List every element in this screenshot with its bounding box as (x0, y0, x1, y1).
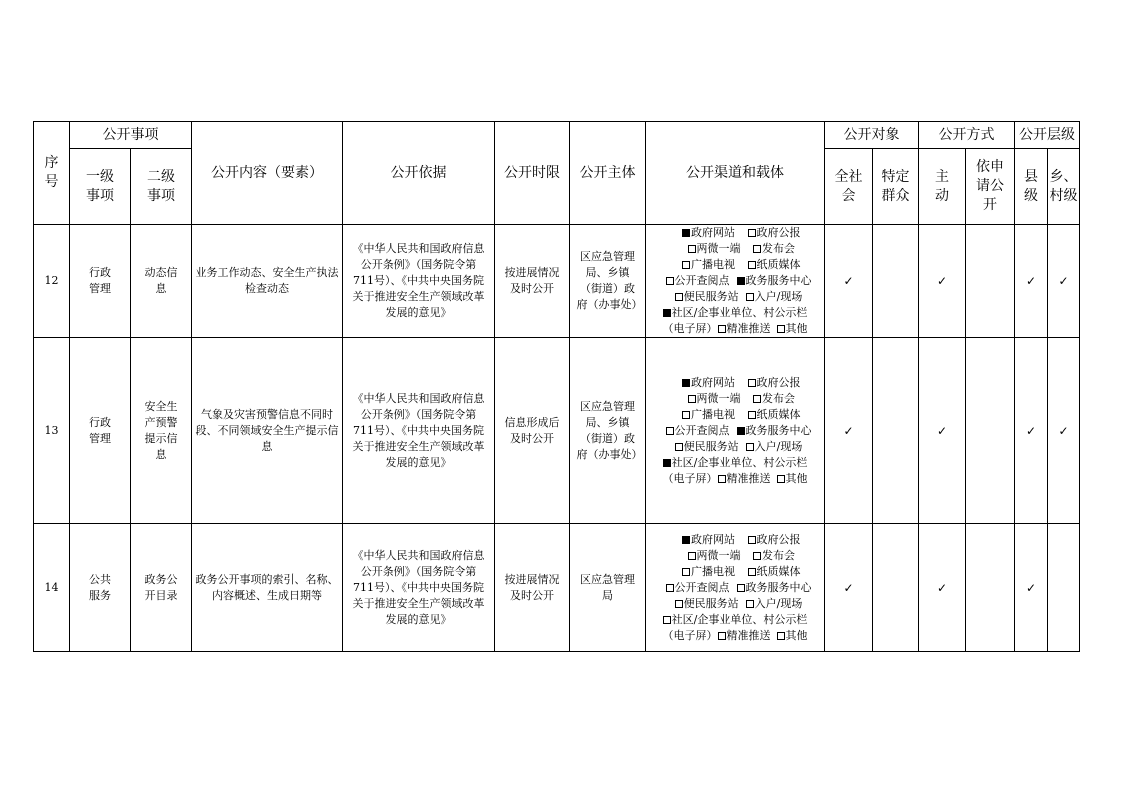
header-method-active-label: 主动 (935, 168, 949, 204)
channel-item-gazette (748, 532, 801, 548)
channel-checkbox (748, 379, 756, 387)
header-subject: 公开主体 (570, 122, 646, 225)
channel-line (646, 407, 824, 423)
channel-item-press (753, 241, 795, 257)
channel-label: 政务服务中心 (745, 580, 812, 594)
channel-item-gov_site (670, 375, 748, 391)
header-seq (34, 122, 70, 225)
channel-label: 便民服务站 (683, 290, 739, 303)
channel-item-two_micro (675, 548, 753, 564)
cell-method-active: ✓ (919, 225, 966, 338)
cell-audience-all: ✓ (825, 524, 873, 652)
channel-line (646, 548, 824, 564)
channel-checkbox (737, 427, 745, 435)
channel-line (646, 455, 824, 471)
channel-item-reading_point (659, 273, 737, 289)
channel-label: 社区/企事业单位、村公示栏 (671, 612, 808, 626)
cell-basis (343, 524, 495, 652)
cell-method-apply (966, 338, 1015, 524)
cell-level-town: ✓ (1048, 338, 1080, 524)
cell-basis-text: 《中华人民共和国政府信息公开条例》（国务院令第711号）、《中共中央国务院关于推进安全生产领域改革发展的意见》 (352, 548, 485, 626)
channel-line (646, 257, 824, 273)
channel-label: 纸质媒体 (756, 258, 801, 271)
table-row (34, 338, 1080, 524)
channel-line (646, 225, 824, 241)
channel-checkbox (748, 536, 756, 544)
channel-line (646, 273, 824, 289)
channel-item-door (746, 439, 803, 455)
cell-channels (646, 225, 825, 338)
channel-label: 其他 (785, 471, 808, 485)
channel-label: 入户/现场 (754, 596, 803, 610)
channel-checkbox (753, 245, 761, 253)
channel-item-other (777, 628, 808, 644)
channel-checkbox (777, 475, 785, 483)
header-level-county-label: 县级 (1024, 168, 1038, 204)
cell-subject-text: 区应急管理局 (580, 572, 635, 602)
header-audience-all-label: 全社会 (834, 168, 863, 204)
header-audience-specific-label: 特定群众 (881, 168, 910, 204)
cell-seq: 13 (34, 338, 70, 524)
channel-label: 社区/企事业单位、村公示栏 (671, 455, 808, 469)
channel-checkbox (748, 568, 756, 576)
channel-label: 政府公报 (756, 226, 801, 239)
channel-label: 其他 (785, 628, 808, 642)
channel-item-push (718, 628, 771, 644)
header-level2 (131, 149, 192, 225)
channel-label: 发布会 (762, 242, 795, 255)
channel-label: 精准推送 (726, 628, 771, 642)
header-level2-label: 二级事项 (147, 168, 175, 204)
cell-audience-all: ✓ (825, 338, 873, 524)
header-content: 公开内容（要素） (192, 122, 343, 225)
header-level1 (70, 149, 131, 225)
header-level1-label: 一级事项 (86, 168, 114, 204)
channel-item-service_station (668, 439, 746, 455)
cell-subject (570, 524, 646, 652)
cell-level2-text: 政务公开目录 (144, 572, 178, 602)
channel-line (646, 564, 824, 580)
channel-checkbox (737, 584, 745, 592)
cell-level2 (131, 524, 192, 652)
channel-checkbox (737, 277, 745, 285)
cell-level-town (1048, 524, 1080, 652)
channel-label: 精准推送 (726, 322, 771, 335)
channel-line (646, 580, 824, 596)
channel-checkbox (748, 261, 756, 269)
channel-item-service_center (737, 423, 812, 439)
channel-label: 便民服务站 (683, 439, 739, 453)
cell-subject-text: 区应急管理局、乡镇（街道）政府（办事处） (576, 250, 643, 311)
channel-label: 广播电视 (691, 407, 735, 421)
header-audience-specific (873, 149, 919, 225)
header-basis: 公开依据 (343, 122, 495, 225)
channel-label: 发布会 (762, 548, 795, 562)
channel-checkbox (753, 552, 761, 560)
cell-level1-text: 行政管理 (89, 266, 111, 295)
channel-line (646, 305, 824, 321)
header-level-county (1015, 149, 1048, 225)
cell-method-active: ✓ (919, 338, 966, 524)
channel-label: 纸质媒体 (756, 407, 801, 421)
channel-item-community (663, 455, 808, 471)
channel-label: 两微一端 (696, 242, 741, 255)
cell-subject (570, 225, 646, 338)
channel-label: 纸质媒体 (756, 564, 801, 578)
channel-checkbox (746, 293, 754, 301)
channel-line (646, 439, 824, 455)
cell-level2-text: 安全生产预警提示信息 (144, 399, 178, 461)
channel-checkbox (682, 229, 690, 237)
channel-checkbox (682, 536, 690, 544)
header-level-town-label: 乡、村级 (1049, 168, 1078, 204)
cell-content: 政务公开事项的索引、名称、内容概述、生成日期等 (192, 524, 343, 652)
header-method-apply-label: 依申请公开 (976, 159, 1004, 213)
cell-seq: 12 (34, 225, 70, 338)
channel-checkbox (666, 427, 674, 435)
cell-time-limit-text: 按进展情况及时公开 (504, 572, 560, 602)
channel-label: 其他 (785, 322, 808, 335)
cell-content: 业务工作动态、安全生产执法检查动态 (192, 225, 343, 338)
cell-method-apply (966, 225, 1015, 338)
cell-level1 (70, 338, 131, 524)
header-method-group: 公开方式 (919, 122, 1015, 149)
channel-checkbox (666, 584, 674, 592)
channel-label: 广播电视 (691, 564, 735, 578)
cell-basis (343, 338, 495, 524)
cell-level-county: ✓ (1015, 338, 1048, 524)
channel-checkbox (682, 411, 690, 419)
cell-basis-text: 《中华人民共和国政府信息公开条例》（国务院令第711号）、《中共中央国务院关于推进安全生产领域改革发展的意见》 (352, 242, 485, 319)
channel-checkbox (777, 325, 785, 333)
channel-checkbox (663, 616, 671, 624)
cell-method-active: ✓ (919, 524, 966, 652)
channel-checkbox (718, 325, 726, 333)
header-level-town (1048, 149, 1080, 225)
channel-item-two_micro (675, 391, 753, 407)
channel-checkbox (688, 245, 696, 253)
cell-basis-text: 《中华人民共和国政府信息公开条例》（国务院令第711号）、《中共中央国务院关于推进安全生产领域改革发展的意见》 (352, 391, 485, 469)
channel-line (646, 596, 824, 612)
channel-label: 精准推送 (726, 471, 771, 485)
cell-time-limit (495, 338, 570, 524)
channel-item-service_center (737, 273, 812, 289)
channel-label: 社区/企事业单位、村公示栏 (671, 306, 808, 319)
cell-method-apply (966, 524, 1015, 652)
cell-time-limit-text: 按进展情况及时公开 (504, 266, 560, 295)
cell-channels (646, 338, 825, 524)
channel-checkbox (753, 395, 761, 403)
channel-item-gov_site (670, 532, 748, 548)
cell-level1 (70, 524, 131, 652)
channel-label: 两微一端 (696, 391, 741, 405)
channel-item-reading_point (659, 423, 737, 439)
cell-level-county: ✓ (1015, 524, 1048, 652)
cell-time-limit-text: 信息形成后及时公开 (504, 415, 560, 445)
channel-checkbox (675, 600, 683, 608)
header-level-group: 公开层级 (1015, 122, 1080, 149)
cell-level2 (131, 338, 192, 524)
cell-channels (646, 524, 825, 652)
channel-checkbox (748, 411, 756, 419)
table-row (34, 225, 1080, 338)
channel-checkbox (748, 229, 756, 237)
channel-line (646, 241, 824, 257)
channel-label: 政务服务中心 (745, 423, 812, 437)
channel-screen-label: （电子屏） (662, 322, 718, 335)
channel-label: 广播电视 (691, 258, 735, 271)
channel-label: 两微一端 (696, 548, 741, 562)
header-time-limit: 公开时限 (495, 122, 570, 225)
cell-level-town: ✓ (1048, 225, 1080, 338)
channel-label: 公开查阅点 (674, 274, 730, 287)
channel-label: 政府网站 (691, 375, 735, 389)
header-seq-label: 序号 (44, 155, 59, 190)
channel-line (646, 532, 824, 548)
table-row (34, 524, 1080, 652)
channel-checkbox (718, 475, 726, 483)
cell-audience-specific (873, 524, 919, 652)
channel-item-other (777, 321, 808, 337)
channel-item-service_station (668, 289, 746, 305)
cell-subject (570, 338, 646, 524)
channel-line (646, 471, 824, 487)
channel-label: 公开查阅点 (674, 580, 730, 594)
channel-checkbox (682, 261, 690, 269)
cell-time-limit (495, 524, 570, 652)
channel-label: 政府公报 (756, 532, 801, 546)
channel-label: 政府网站 (691, 226, 735, 239)
channel-line (646, 391, 824, 407)
channel-checkbox (777, 632, 785, 640)
channel-item-community (663, 305, 808, 321)
channel-item-door (746, 596, 803, 612)
channel-item-press (753, 548, 795, 564)
channel-item-paper (748, 407, 801, 423)
channel-checkbox (682, 379, 690, 387)
channel-line (646, 423, 824, 439)
disclosure-table (33, 121, 1080, 652)
cell-audience-specific (873, 225, 919, 338)
channel-item-door (746, 289, 803, 305)
channel-item-broadcast (670, 407, 748, 423)
cell-level2-text: 动态信息 (144, 266, 178, 295)
header-audience-all (825, 149, 873, 225)
channel-item-push (718, 321, 771, 337)
cell-audience-specific (873, 338, 919, 524)
cell-level1-text: 公共服务 (89, 572, 111, 602)
header-matter-group: 公开事项 (70, 122, 192, 149)
channel-item-paper (748, 257, 801, 273)
cell-level2 (131, 225, 192, 338)
channel-label: 入户/现场 (754, 439, 803, 453)
channel-item-gov_site (670, 225, 748, 241)
channel-screen-label: （电子屏） (662, 471, 718, 485)
channel-checkbox (746, 600, 754, 608)
channel-checkbox (746, 443, 754, 451)
channel-checkbox (666, 277, 674, 285)
cell-level1-text: 行政管理 (89, 415, 111, 445)
channel-item-paper (748, 564, 801, 580)
channel-checkbox (688, 395, 696, 403)
channel-checkbox (688, 552, 696, 560)
channel-item-service_center (737, 580, 812, 596)
header-channels: 公开渠道和载体 (646, 122, 825, 225)
channel-item-reading_point (659, 580, 737, 596)
cell-level-county: ✓ (1015, 225, 1048, 338)
cell-time-limit (495, 225, 570, 338)
channel-line (646, 289, 824, 305)
channel-label: 入户/现场 (754, 290, 803, 303)
channel-item-service_station (668, 596, 746, 612)
channel-line (646, 612, 824, 628)
channel-label: 公开查阅点 (674, 423, 730, 437)
channel-item-two_micro (675, 241, 753, 257)
channel-checkbox (682, 568, 690, 576)
channel-checkbox (675, 443, 683, 451)
header-method-active (919, 149, 966, 225)
cell-subject-text: 区应急管理局、乡镇（街道）政府（办事处） (576, 399, 643, 461)
channel-label: 政府网站 (691, 532, 735, 546)
channel-checkbox (675, 293, 683, 301)
cell-basis (343, 225, 495, 338)
channel-item-other (777, 471, 808, 487)
channel-line (646, 321, 824, 337)
channel-item-broadcast (670, 564, 748, 580)
channel-line (646, 628, 824, 644)
channel-label: 政务服务中心 (745, 274, 812, 287)
channel-screen-label: （电子屏） (662, 628, 718, 642)
channel-item-broadcast (670, 257, 748, 273)
channel-item-gazette (748, 375, 801, 391)
header-audience-group: 公开对象 (825, 122, 919, 149)
channel-item-press (753, 391, 795, 407)
channel-label: 便民服务站 (683, 596, 739, 610)
cell-content: 气象及灾害预警信息不同时段、不同领域安全生产提示信息 (192, 338, 343, 524)
header-method-apply (966, 149, 1015, 225)
channel-line (646, 375, 824, 391)
channel-label: 政府公报 (756, 375, 801, 389)
channel-checkbox (718, 632, 726, 640)
cell-level1 (70, 225, 131, 338)
cell-audience-all: ✓ (825, 225, 873, 338)
cell-seq: 14 (34, 524, 70, 652)
channel-checkbox (663, 459, 671, 467)
channel-checkbox (663, 309, 671, 317)
channel-item-push (718, 471, 771, 487)
channel-item-gazette (748, 225, 801, 241)
channel-label: 发布会 (762, 391, 795, 405)
channel-item-community (663, 612, 808, 628)
